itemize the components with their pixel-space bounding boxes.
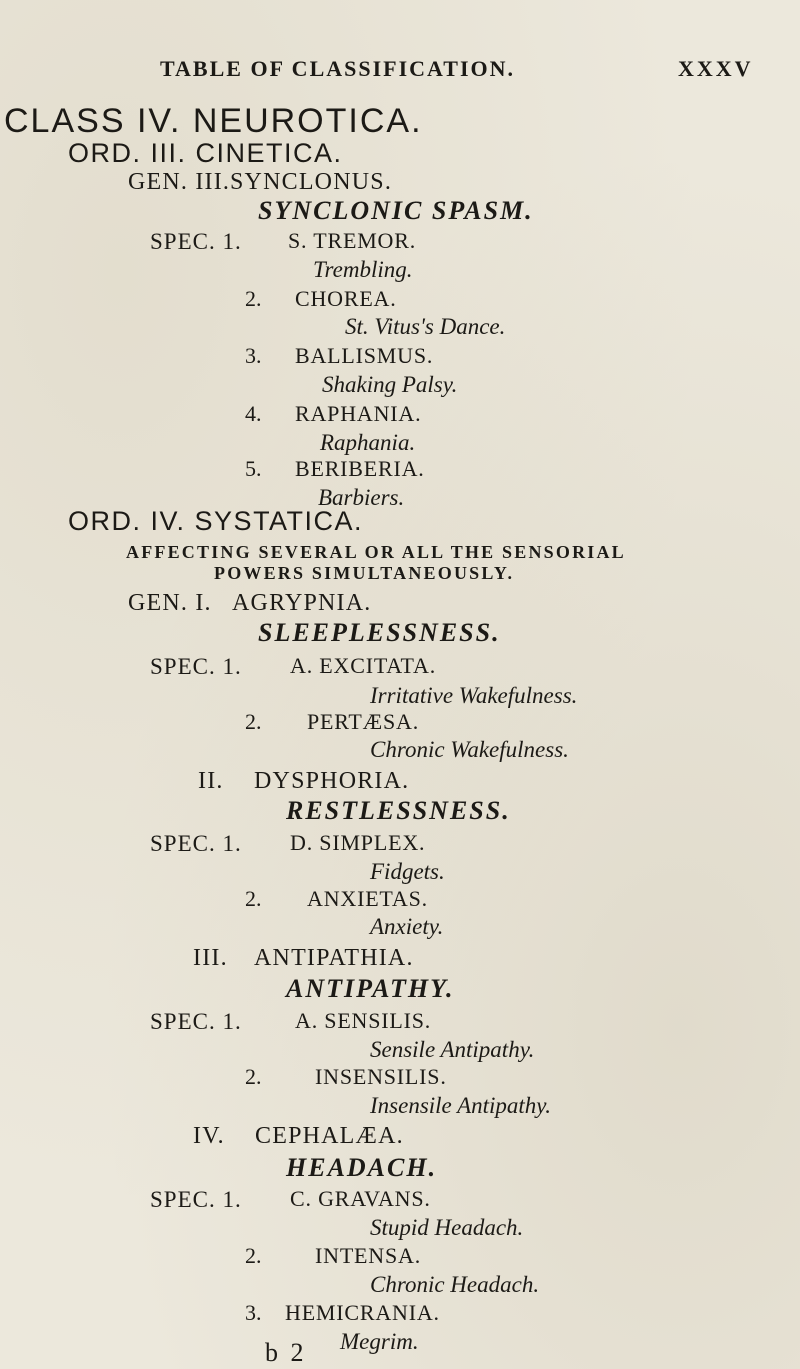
species-english: Chronic Wakefulness. (370, 737, 569, 762)
order-description: POWERS SIMULTANEOUSLY. (214, 563, 515, 583)
species-number: SPEC. 1. (150, 831, 242, 856)
genus-name: ANTIPATHIA. (254, 945, 414, 971)
genus-english: RESTLESSNESS. (286, 796, 511, 825)
species-latin: D. SIMPLEX. (290, 830, 426, 855)
species-latin: A. SENSILIS. (295, 1008, 432, 1033)
species-english: Anxiety. (370, 914, 444, 939)
genus-label: GEN. I. (128, 590, 212, 616)
species-latin: HEMICRANIA. (285, 1300, 440, 1325)
species-english: Irritative Wakefulness. (370, 683, 578, 708)
genus-name: SYNCLONUS. (230, 169, 393, 195)
species-number: SPEC. 1. (150, 1009, 242, 1034)
species-english: St. Vitus's Dance. (345, 314, 506, 339)
species-number: 2. (245, 286, 262, 311)
species-latin: ANXIETAS. (307, 886, 428, 911)
signature-mark: b 2 (265, 1338, 307, 1367)
species-latin: RAPHANIA. (295, 401, 422, 426)
species-english: Shaking Palsy. (322, 372, 458, 397)
page-number: XXXV (678, 56, 754, 81)
species-number: 2. (245, 886, 262, 911)
species-english: Sensile Antipathy. (370, 1037, 535, 1062)
species-latin: BALLISMUS. (295, 343, 434, 368)
genus-name: DYSPHORIA. (254, 768, 410, 794)
species-latin: INTENSA. (315, 1243, 422, 1268)
genus-english: SLEEPLESSNESS. (258, 618, 501, 647)
species-latin: BERIBERIA. (295, 456, 425, 481)
species-english: Megrim. (340, 1329, 419, 1354)
species-english: Chronic Headach. (370, 1272, 540, 1297)
genus-label: GEN. III. (128, 169, 231, 195)
species-english: Raphania. (320, 430, 416, 455)
genus-name: CEPHALÆA. (255, 1123, 404, 1149)
order-heading: ORD. IV. SYSTATICA. (68, 506, 364, 536)
species-number: 3. (245, 343, 262, 368)
species-english: Barbiers. (318, 485, 405, 510)
species-number: 5. (245, 456, 262, 481)
species-latin: C. GRAVANS. (290, 1186, 431, 1211)
species-number: 2. (245, 709, 262, 734)
species-latin: CHOREA. (295, 286, 397, 311)
species-number: SPEC. 1. (150, 1187, 242, 1212)
class-heading: CLASS IV. NEUROTICA. (4, 102, 423, 140)
genus-english: SYNCLONIC SPASM. (258, 196, 534, 225)
species-latin: A. EXCITATA. (290, 653, 437, 678)
order-heading: ORD. III. CINETICA. (68, 138, 343, 168)
genus-label: IV. (193, 1123, 225, 1149)
species-number: 4. (245, 401, 262, 426)
species-latin: S. TREMOR. (288, 228, 417, 253)
genus-name: AGRYPNIA. (232, 590, 372, 616)
running-head-title: TABLE OF CLASSIFICATION. (160, 56, 516, 81)
species-english: Trembling. (313, 257, 413, 282)
species-english: Fidgets. (370, 859, 445, 884)
species-latin: PERTÆSA. (307, 709, 420, 734)
species-english: Stupid Headach. (370, 1215, 524, 1240)
genus-english: HEADACH. (286, 1153, 438, 1182)
species-number: 3. (245, 1300, 262, 1325)
species-latin: INSENSILIS. (315, 1064, 447, 1089)
species-number: SPEC. 1. (150, 654, 242, 679)
species-english: Insensile Antipathy. (370, 1093, 552, 1118)
species-number: 2. (245, 1064, 262, 1089)
genus-label: II. (198, 768, 224, 794)
species-number: 2. (245, 1243, 262, 1268)
species-number: SPEC. 1. (150, 229, 242, 254)
genus-english: ANTIPATHY. (286, 974, 455, 1003)
genus-label: III. (193, 945, 228, 971)
order-description: AFFECTING SEVERAL OR ALL THE SENSORIAL (126, 542, 626, 562)
